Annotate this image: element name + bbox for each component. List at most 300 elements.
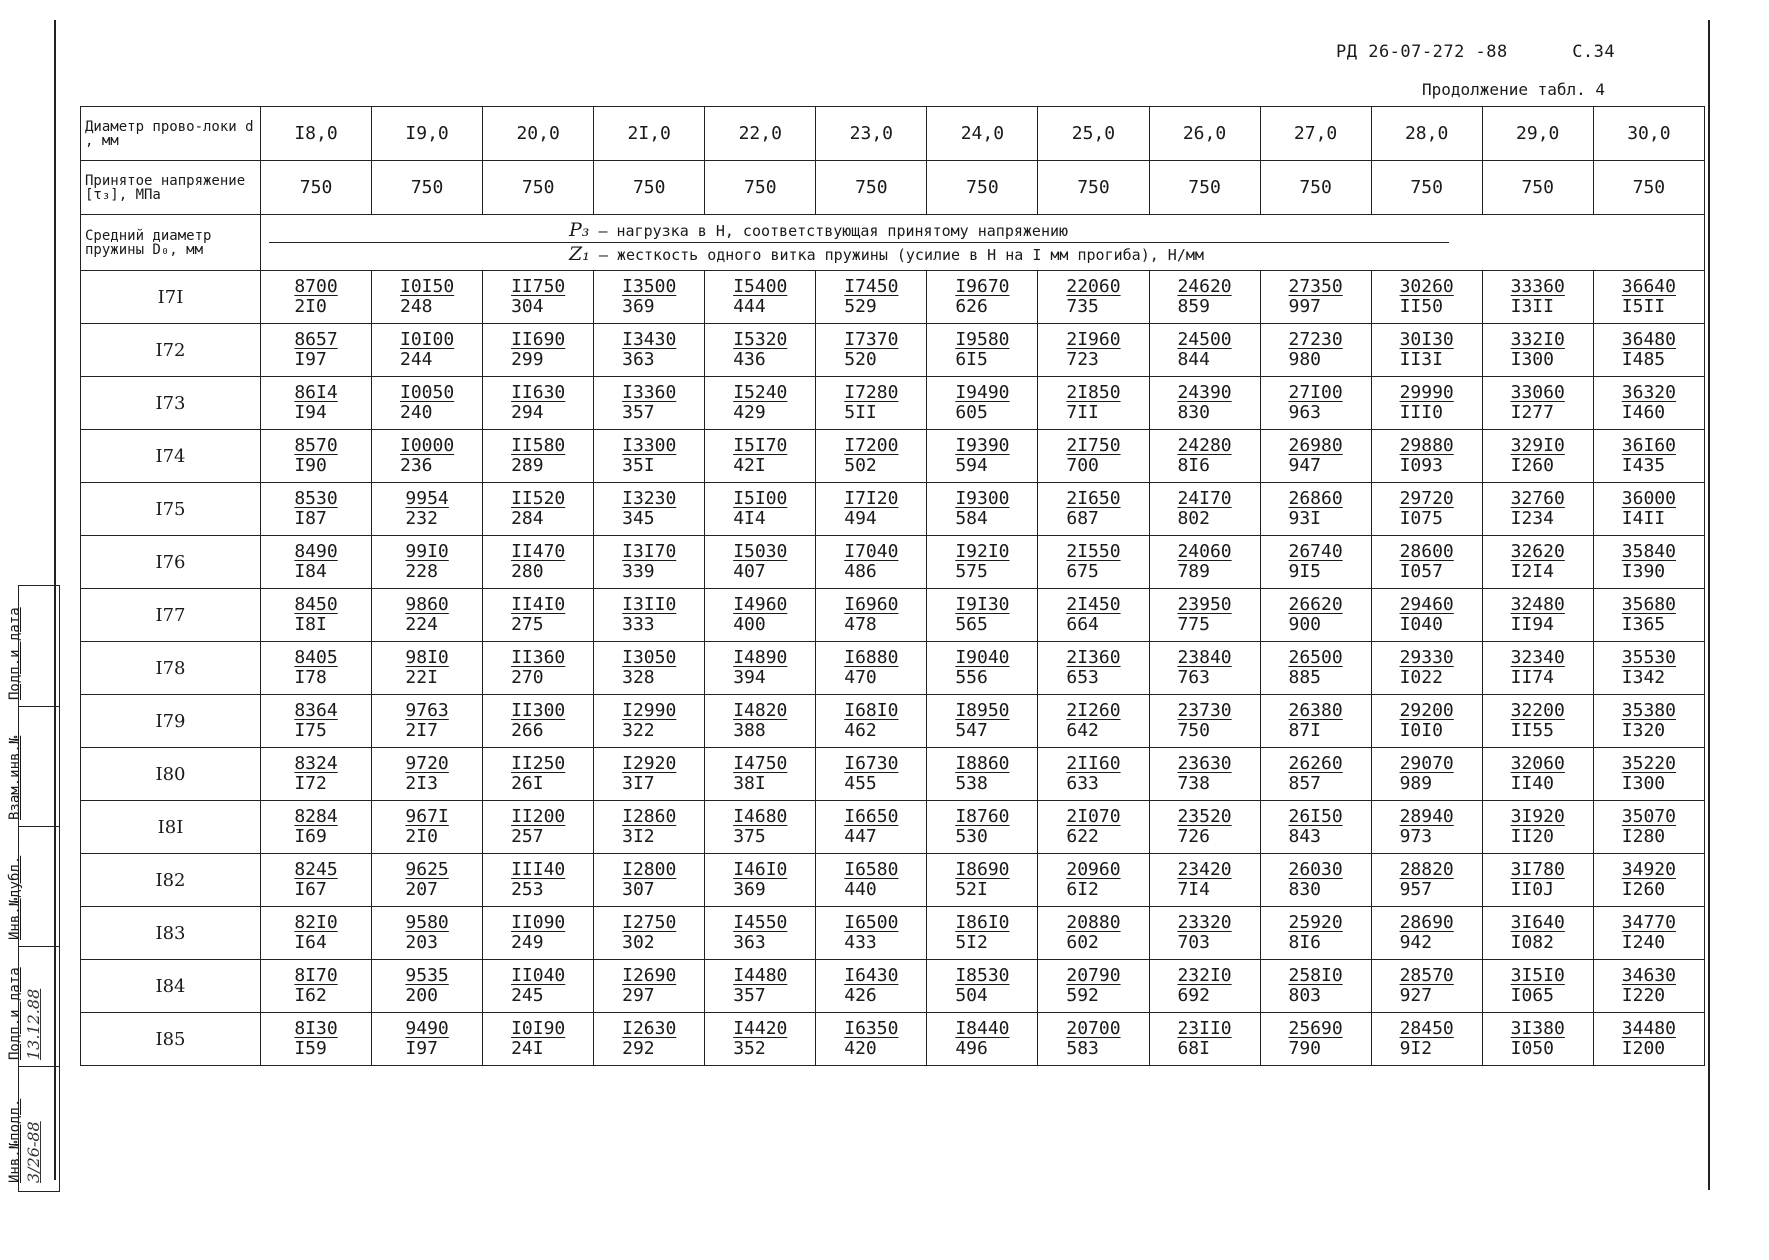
table-cell [261,695,372,748]
stiffness-value: I90 [294,455,327,476]
table-cell [816,536,927,589]
stiffness-value: 900 [1288,614,1322,635]
load-stiffness-fraction [733,542,787,582]
load-stiffness-fraction [733,754,787,794]
table-cell [594,748,705,801]
stiffness-value: 4I4 [733,508,766,529]
table-cell [1371,536,1482,589]
stiffness-value: 363 [622,349,655,370]
table-cell [594,695,705,748]
load-value: I9390 [955,435,1010,456]
table-cell [816,642,927,695]
stiffness-value: 750 [1177,720,1210,741]
stiffness-value: 304 [511,296,544,317]
load-value: I9580 [955,329,1010,350]
load-stiffness-fraction [1622,542,1676,582]
legend-z1-text: – жесткость одного витка пружины (усилие в Н на I мм прогиба), Н/мм [598,246,1204,264]
load-value: 9490 [405,1018,449,1039]
load-stiffness-fraction [733,277,787,317]
table-cell [483,695,594,748]
table-cell [1482,430,1593,483]
load-value: 23420 [1177,859,1232,880]
table-cell [1260,907,1371,960]
table-cell [261,536,372,589]
load-value: 9860 [405,594,449,615]
load-value: 967I [405,806,449,827]
load-value: 26860 [1288,488,1343,509]
load-value: 26740 [1288,541,1343,562]
table-cell [1260,536,1371,589]
load-value: 32060 [1510,753,1565,774]
legend-z1 [269,243,1696,266]
load-stiffness-fraction [405,648,448,688]
load-stiffness-fraction [622,1019,676,1059]
load-stiffness-fraction [400,383,454,423]
load-stiffness-fraction [1289,489,1343,529]
mean-diameter-value: I72 [81,324,261,377]
load-value: 9580 [405,912,449,933]
load-stiffness-fraction [1400,966,1454,1006]
stiffness-value: I87 [294,508,327,529]
load-stiffness-fraction [844,595,898,635]
load-stiffness-fraction [294,1019,337,1059]
table-cell [1038,536,1149,589]
stiffness-value: I260 [1621,879,1666,900]
load-value: I4420 [733,1018,788,1039]
table-cell [1593,854,1704,907]
load-value: 32480 [1510,594,1565,615]
load-value: 34480 [1621,1018,1676,1039]
load-value: II4I0 [511,594,566,615]
load-stiffness-fraction [622,807,676,847]
table-row [81,801,1705,854]
table-cell [372,1013,483,1066]
table-cell [1371,907,1482,960]
table-cell [594,801,705,854]
load-stiffness-fraction [294,489,337,529]
stamp-cell-sign-date-2 [7,946,59,1067]
load-value: I5I00 [733,488,788,509]
load-value: 23840 [1177,647,1232,668]
load-stiffness-fraction [511,436,565,476]
load-stiffness-fraction [844,277,898,317]
load-value: II040 [511,965,566,986]
table-cell [261,589,372,642]
stiffness-value: II55 [1510,720,1554,741]
table-cell [1149,430,1260,483]
right-border-rule [1708,20,1710,1190]
stiffness-value: 2I0 [294,296,327,317]
stamp-cell-orig-inv [7,1066,59,1189]
table-cell [483,536,594,589]
table-cell [1593,483,1704,536]
load-value: I8760 [955,806,1010,827]
stress-value: 750 [927,161,1038,215]
mean-diameter-value: I82 [81,854,261,907]
table-cell [483,589,594,642]
stiffness-value: 723 [1066,349,1099,370]
load-value: 2I360 [1066,647,1121,668]
table-cell [816,695,927,748]
table-cell [261,748,372,801]
table-cell [1482,377,1593,430]
stress-value: 750 [705,161,816,215]
table-cell [1038,430,1149,483]
load-value: 26I50 [1288,806,1343,827]
table-row [81,960,1705,1013]
stamp-label: Инв.№дубл. [7,855,23,940]
stiffness-value: 200 [405,985,438,1006]
load-value: I7280 [844,382,899,403]
load-stiffness-fraction [1289,754,1343,794]
mean-diameter-value: I75 [81,483,261,536]
load-value: 20700 [1066,1018,1121,1039]
table-cell [1593,1013,1704,1066]
load-value: 29990 [1399,382,1454,403]
stiffness-value: 253 [511,879,544,900]
load-stiffness-fraction [405,860,448,900]
stress-value: 750 [1482,161,1593,215]
load-stiffness-fraction [1289,701,1343,741]
load-value: 8I30 [294,1018,338,1039]
load-stiffness-fraction [1400,277,1454,317]
stiffness-value: I240 [1621,932,1666,953]
load-value: 24390 [1177,382,1232,403]
stiffness-value: 496 [955,1038,988,1059]
load-value: 23320 [1177,912,1232,933]
load-stiffness-fraction [405,913,448,953]
load-value: I6730 [844,753,899,774]
load-stiffness-fraction [1400,648,1454,688]
load-stiffness-fraction [1622,330,1676,370]
stiffness-value: 5I2 [955,932,988,953]
table-cell [1260,483,1371,536]
load-stiffness-fraction [844,807,898,847]
load-value: 36320 [1621,382,1676,403]
load-stiffness-fraction [294,542,337,582]
stiffness-value: 249 [511,932,544,953]
stiffness-value: 352 [733,1038,766,1059]
table-cell [927,271,1038,324]
stiffness-value: 232 [405,508,438,529]
stiffness-value: I62 [294,985,327,1006]
load-stiffness-fraction [294,807,337,847]
load-stiffness-fraction [622,860,676,900]
load-stiffness-fraction [1066,277,1120,317]
stress-value: 750 [261,161,372,215]
load-value: I4550 [733,912,788,933]
load-stiffness-fraction [1622,1019,1676,1059]
stiffness-value: 322 [622,720,655,741]
table-cell [1038,695,1149,748]
load-stiffness-fraction [1066,966,1120,1006]
table-cell [372,748,483,801]
stiffness-value: 830 [1288,879,1322,900]
stiffness-value: 520 [844,349,877,370]
load-stiffness-fraction [1289,807,1343,847]
load-stiffness-fraction [1511,1019,1565,1059]
load-value: 29880 [1399,435,1454,456]
stiffness-value: 605 [955,402,988,423]
stiffness-value: I280 [1621,826,1666,847]
load-stiffness-fraction [844,1019,898,1059]
load-value: 8570 [294,435,338,456]
load-stiffness-fraction [1177,860,1231,900]
mean-diameter-value: I80 [81,748,261,801]
load-stiffness-fraction [294,330,337,370]
table-cell [705,483,816,536]
table-cell [1149,589,1260,642]
stiffness-value: 790 [1288,1038,1322,1059]
stiffness-value: 333 [622,614,655,635]
table-cell [1260,430,1371,483]
load-stiffness-fraction [955,489,1009,529]
load-value: I4820 [733,700,788,721]
load-value: I9490 [955,382,1010,403]
wire-diameter-row [81,107,1705,161]
stress-value: 750 [1593,161,1704,215]
load-stiffness-fraction [1289,542,1343,582]
load-value: 28570 [1399,965,1454,986]
load-value: I2690 [622,965,677,986]
stiffness-value: 942 [1399,932,1433,953]
load-stiffness-fraction [733,860,787,900]
load-value: 35680 [1621,594,1676,615]
table-cell [261,271,372,324]
load-value: 35220 [1621,753,1676,774]
load-value: I8690 [955,859,1010,880]
stress-value: 750 [372,161,483,215]
load-value: II200 [511,806,566,827]
wire-diameter-value: I9,0 [372,107,483,161]
table-cell [705,271,816,324]
table-cell [483,324,594,377]
load-value: 28600 [1399,541,1454,562]
stiffness-value: 284 [511,508,544,529]
table-cell [1593,695,1704,748]
table-cell [1371,854,1482,907]
table-cell [483,748,594,801]
table-cell [1482,536,1593,589]
load-value: 27230 [1288,329,1343,350]
table-cell [816,907,927,960]
load-stiffness-fraction [1289,383,1343,423]
stiffness-value: 357 [733,985,766,1006]
load-value: 3I380 [1510,1018,1565,1039]
stiffness-value: 87I [1288,720,1322,741]
table-cell [594,430,705,483]
load-value: I3230 [622,488,677,509]
load-value: 29330 [1399,647,1454,668]
load-stiffness-fraction [1177,383,1231,423]
load-stiffness-fraction [955,383,1009,423]
stiffness-value: I075 [1399,508,1443,529]
load-value: 9625 [405,859,449,880]
table-cell [483,1013,594,1066]
stiffness-value: 307 [622,879,655,900]
load-value: I0I50 [400,276,455,297]
side-stamp [7,585,60,1192]
load-stiffness-fraction [1511,383,1565,423]
load-stiffness-fraction [1511,913,1565,953]
load-stiffness-fraction [1289,1019,1343,1059]
table-cell [1149,536,1260,589]
table-row [81,748,1705,801]
load-value: I0000 [400,435,455,456]
stiffness-value: 455 [844,773,877,794]
stiffness-value: 407 [733,561,766,582]
load-stiffness-fraction [1066,807,1120,847]
stress-value: 750 [816,161,927,215]
load-value: 3I5I0 [1510,965,1565,986]
table-cell [705,907,816,960]
stiffness-value: I94 [294,402,327,423]
stiffness-value: 470 [844,667,877,688]
table-cell [927,1013,1038,1066]
stiffness-value: 9I2 [1399,1038,1433,1059]
load-stiffness-fraction [1400,436,1454,476]
load-stiffness-fraction [1066,330,1120,370]
stiffness-value: 592 [1066,985,1099,1006]
load-value: I2630 [622,1018,677,1039]
stiffness-value: 400 [733,614,766,635]
table-cell [1260,271,1371,324]
load-value: I9300 [955,488,1010,509]
wire-diameter-value: 23,0 [816,107,927,161]
load-value: 32340 [1510,647,1565,668]
load-value: I4680 [733,806,788,827]
load-value: I2750 [622,912,677,933]
stress-value: 750 [1149,161,1260,215]
stiffness-value: 339 [622,561,655,582]
table-cell [705,1013,816,1066]
load-value: 2I750 [1066,435,1121,456]
load-stiffness-fraction [511,754,565,794]
load-stiffness-fraction [844,489,898,529]
stiffness-value: I050 [1510,1038,1554,1059]
stiffness-value: 2I7 [405,720,438,741]
table-cell [1149,695,1260,748]
stiffness-value: I97 [405,1038,438,1059]
load-stiffness-fraction [294,277,337,317]
load-stiffness-fraction [1289,330,1343,370]
load-value: 329I0 [1510,435,1565,456]
load-value: 2I070 [1066,806,1121,827]
load-stiffness-fraction [511,542,565,582]
stress-value: 750 [1371,161,1482,215]
load-stiffness-fraction [844,913,898,953]
load-value: 24500 [1177,329,1232,350]
wire-diameter-label: Диаметр прово-локи d , мм [81,107,261,161]
load-value: 36640 [1621,276,1676,297]
stiffness-value: 297 [622,985,655,1006]
load-value: I4480 [733,965,788,986]
table-cell [1371,1013,1482,1066]
load-stiffness-fraction [622,913,676,953]
stiffness-value: 885 [1288,667,1322,688]
table-cell [1371,695,1482,748]
table-cell [705,589,816,642]
table-cell [1149,324,1260,377]
stiffness-value: 504 [955,985,988,1006]
stiffness-value: I72 [294,773,327,794]
load-value: 33360 [1510,276,1565,297]
table-cell [483,960,594,1013]
load-value: 86I4 [294,382,338,403]
table-cell [1482,960,1593,1013]
mean-diameter-value: I84 [81,960,261,1013]
load-stiffness-fraction [294,436,337,476]
wire-diameter-value: 29,0 [1482,107,1593,161]
load-value: I7450 [844,276,899,297]
table-cell [372,642,483,695]
load-stiffness-fraction [844,383,898,423]
table-cell [1482,483,1593,536]
table-cell [1038,907,1149,960]
load-value: 28820 [1399,859,1454,880]
stiffness-value: 963 [1288,402,1322,423]
load-stiffness-fraction [733,383,787,423]
load-value: 32200 [1510,700,1565,721]
load-stiffness-fraction [844,648,898,688]
load-value: 28450 [1399,1018,1454,1039]
stress-row [81,161,1705,215]
table-cell [1038,854,1149,907]
table-cell [372,960,483,1013]
stress-value: 750 [1038,161,1149,215]
load-value: 29070 [1399,753,1454,774]
table-cell [1260,642,1371,695]
wire-diameter-value: 2I,0 [594,107,705,161]
stiffness-value: 420 [844,1038,877,1059]
stiffness-value: I065 [1510,985,1554,1006]
stiffness-value: 248 [400,296,433,317]
load-value: 26260 [1288,753,1343,774]
load-value: 24060 [1177,541,1232,562]
stiffness-value: 530 [955,826,988,847]
load-stiffness-fraction [1622,966,1676,1006]
load-value: I8950 [955,700,1010,721]
table-cell [1038,801,1149,854]
table-row [81,430,1705,483]
stiffness-value: 52I [955,879,988,900]
stiffness-value: 7II [1066,402,1099,423]
table-cell [1149,748,1260,801]
table-cell [705,695,816,748]
stiffness-value: 294 [511,402,544,423]
table-cell [1371,271,1482,324]
load-stiffness-fraction [294,754,337,794]
load-value: 36000 [1621,488,1676,509]
stress-label: Принятое напряжение [τ₃], МПа [81,161,261,215]
table-cell [1260,854,1371,907]
load-value: 29720 [1399,488,1454,509]
load-value: 32760 [1510,488,1565,509]
load-value: 3I780 [1510,859,1565,880]
load-stiffness-fraction [1511,489,1565,529]
stiffness-value: 3I2 [622,826,655,847]
load-value: I5400 [733,276,788,297]
load-value: II630 [511,382,566,403]
stiffness-value: 345 [622,508,655,529]
table-cell [1482,801,1593,854]
table-cell [816,271,927,324]
stiffness-value: 280 [511,561,544,582]
table-cell [594,907,705,960]
load-value: I3I70 [622,541,677,562]
load-stiffness-fraction [733,595,787,635]
load-stiffness-fraction [405,701,448,741]
